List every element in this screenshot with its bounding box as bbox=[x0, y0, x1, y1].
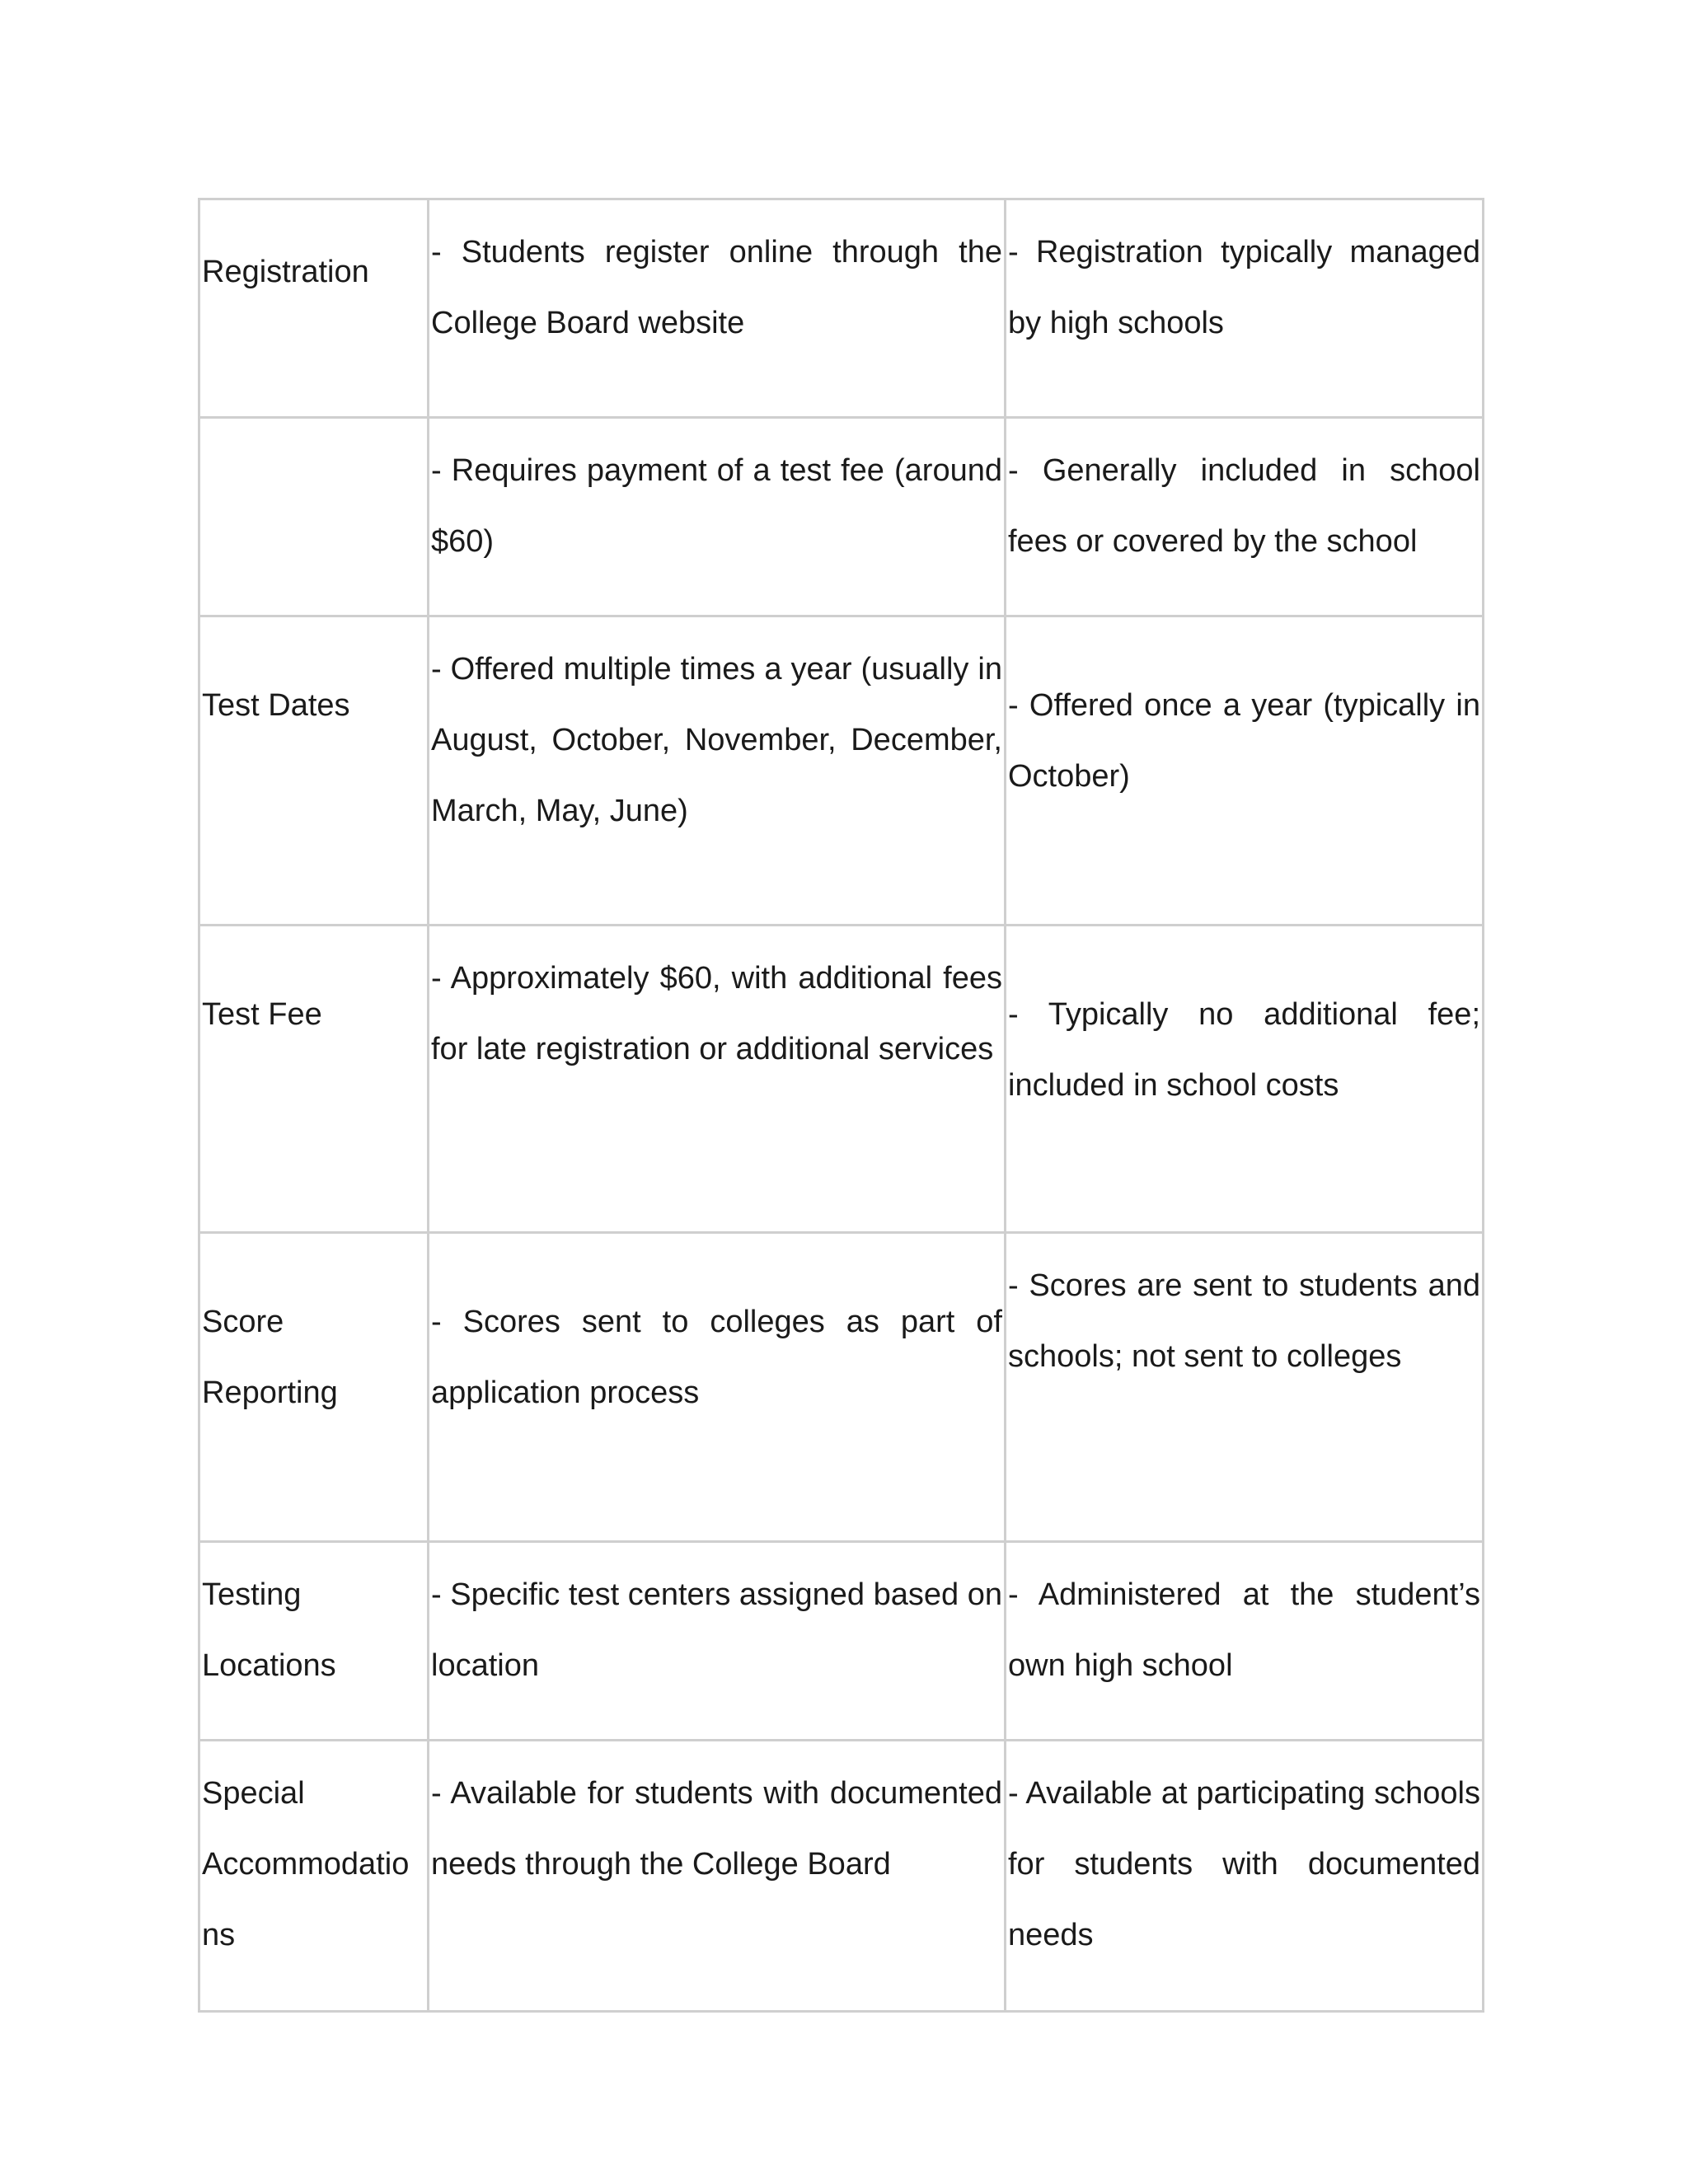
row-label: Registration bbox=[199, 199, 429, 418]
row-label: Test Dates bbox=[199, 616, 429, 926]
cell-col3: - Typically no additional fee; included in school costs bbox=[1006, 926, 1484, 1233]
row-label: Score Reporting bbox=[199, 1233, 429, 1542]
row-label: Test Fee bbox=[199, 926, 429, 1233]
table-row bbox=[199, 1542, 1484, 1741]
cell-col3: - Offered once a year (typically in October) bbox=[1006, 616, 1484, 926]
cell-col2: - Offered multiple times a year (usually in August, October, November, December, March, May, June) bbox=[429, 616, 1006, 926]
cell-col2: - Specific test centers assigned based on location bbox=[429, 1542, 1006, 1741]
cell-col3: - Generally included in school fees or covered by the school bbox=[1006, 418, 1484, 616]
cell-col3: - Scores are sent to students and schools; not sent to colleges bbox=[1006, 1233, 1484, 1542]
table-row bbox=[199, 926, 1484, 1233]
table-row bbox=[199, 1741, 1484, 2012]
comparison-table bbox=[198, 198, 1484, 2013]
row-label: Special Accommodations bbox=[199, 1741, 429, 2012]
row-label: Testing Locations bbox=[199, 1542, 429, 1741]
cell-col2: - Scores sent to colleges as part of application process bbox=[429, 1233, 1006, 1542]
cell-col2: - Approximately $60, with additional fees for late registration or additional services bbox=[429, 926, 1006, 1233]
cell-col3: - Administered at the student’s own high school bbox=[1006, 1542, 1484, 1741]
cell-col2: - Requires payment of a test fee (around $60) bbox=[429, 418, 1006, 616]
table-row bbox=[199, 199, 1484, 418]
cell-col3: - Registration typically managed by high schools bbox=[1006, 199, 1484, 418]
table-row bbox=[199, 1233, 1484, 1542]
table-row bbox=[199, 616, 1484, 926]
cell-col3: - Available at participating schools for students with documented needs bbox=[1006, 1741, 1484, 2012]
cell-col2: - Students register online through the College Board website bbox=[429, 199, 1006, 418]
row-label bbox=[199, 418, 429, 616]
table-row bbox=[199, 418, 1484, 616]
cell-col2: - Available for students with documented needs through the College Board bbox=[429, 1741, 1006, 2012]
